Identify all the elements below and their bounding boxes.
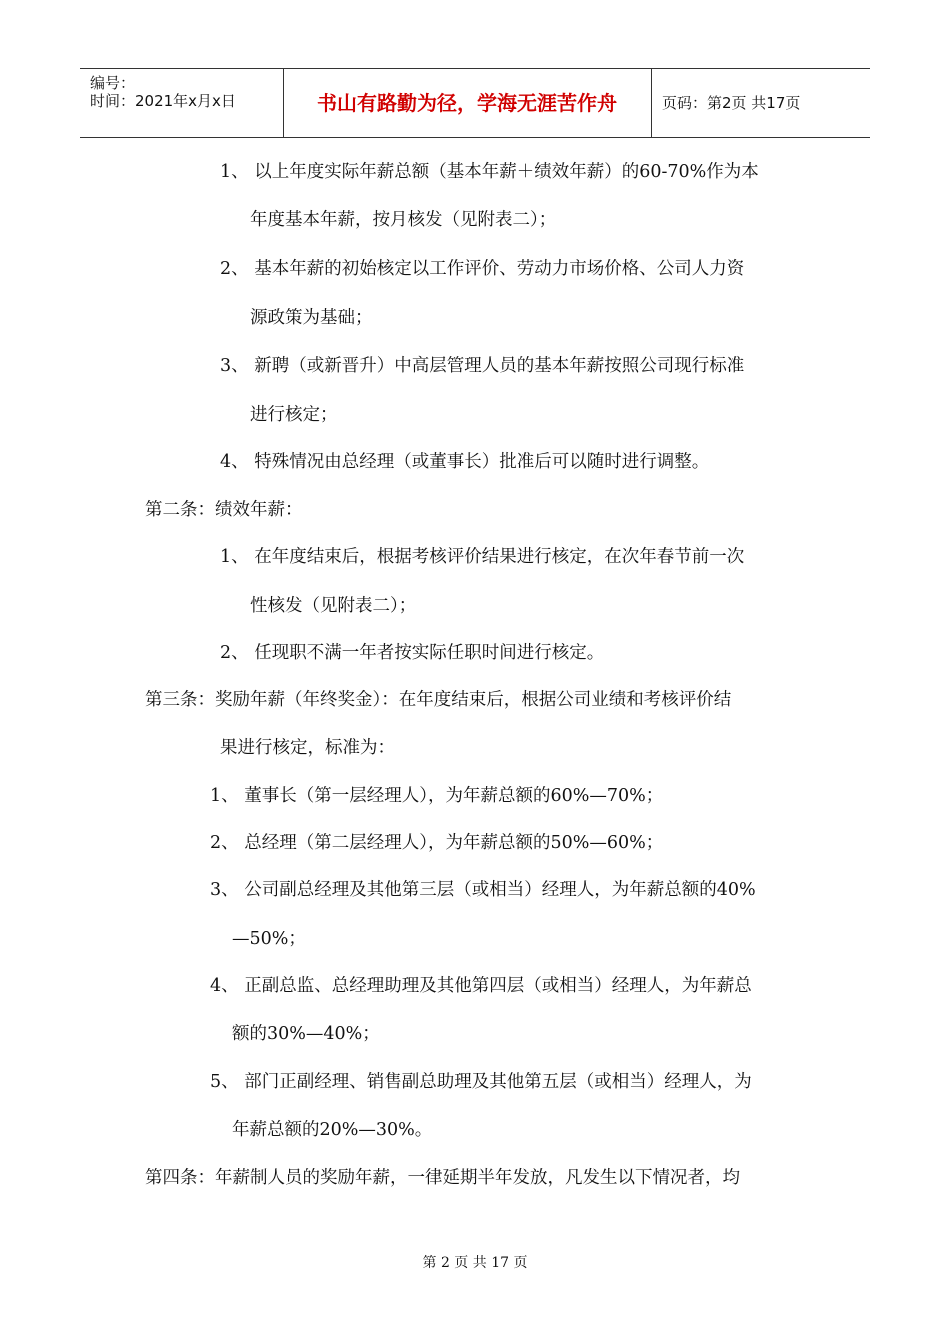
text-line: 5、 部门正副经理、销售副总助理及其他第五层（或相当）经理人，为: [210, 1072, 752, 1092]
text-line: 2、 总经理（第二层经理人），为年薪总额的50%—60%；: [210, 833, 664, 853]
number-label: 编号：: [90, 74, 136, 92]
text-line: 3、 公司副总经理及其他第三层（或相当）经理人，为年薪总额的40%: [210, 880, 756, 900]
text-line: 源政策为基础；: [250, 308, 373, 328]
text-line: 年度基本年薪，按月核发（见附表二）；: [250, 210, 557, 230]
text-line: 2、 基本年薪的初始核定以工作评价、劳动力市场价格、公司人力资: [220, 259, 745, 279]
document-header: [80, 68, 870, 138]
text-line: 3、 新聘（或新晋升）中高层管理人员的基本年薪按照公司现行标准: [220, 356, 745, 376]
time-label: 时间：2021年x月x日: [90, 92, 236, 110]
header-page-info: 页码：第2页 共17页: [662, 94, 801, 112]
text-line: 额的30%—40%；: [232, 1024, 380, 1044]
article-heading: 第三条：奖励年薪（年终奖金）：在年度结束后，根据公司业绩和考核评价结: [145, 690, 732, 710]
text-line: 4、 正副总监、总经理助理及其他第四层（或相当）经理人，为年薪总: [210, 976, 752, 996]
text-line: 1、 在年度结束后，根据考核评价结果进行核定，在次年春节前一次: [220, 547, 745, 567]
text-line: —50%；: [232, 929, 306, 949]
text-line: 1、 以上年度实际年薪总额（基本年薪＋绩效年薪）的60-70%作为本: [220, 162, 759, 182]
text-line: 2、 任现职不满一年者按实际任职时间进行核定。: [220, 643, 605, 663]
article-heading: 第二条：绩效年薪：: [145, 500, 303, 520]
page-footer: 第 2 页 共 17 页: [422, 1255, 528, 1271]
text-line: 1、 董事长（第一层经理人），为年薪总额的60%—70%；: [210, 786, 664, 806]
text-line: 性核发（见附表二）；: [250, 596, 417, 616]
header-meta: [80, 69, 284, 137]
text-line: 4、 特殊情况由总经理（或董事长）批准后可以随时进行调整。: [220, 452, 710, 472]
text-line: 果进行核定，标准为：: [220, 738, 395, 758]
header-motto: 书山有路勤为径，学海无涯苦作舟: [283, 69, 652, 137]
text-line: 年薪总额的20%—30%。: [232, 1120, 433, 1140]
article-heading: 第四条：年薪制人员的奖励年薪，一律延期半年发放，凡发生以下情况者，均: [145, 1168, 740, 1188]
text-line: 进行核定；: [250, 405, 338, 425]
